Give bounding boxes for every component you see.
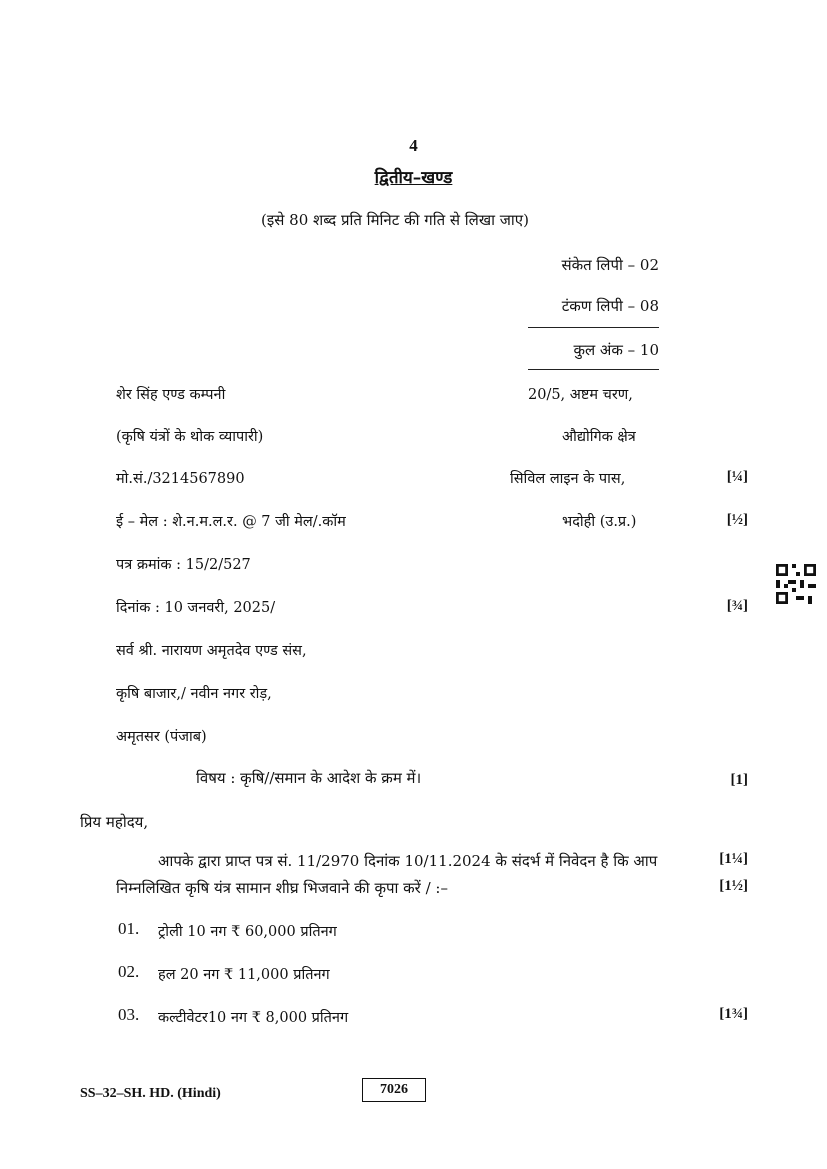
item-number: 02. xyxy=(118,962,140,981)
sender-mobile: मो.सं./3214567890 xyxy=(116,471,245,487)
item-number: 03. xyxy=(118,1005,140,1024)
recipient-line-3: अमृतसर (पंजाब) xyxy=(116,729,207,745)
page-number: 4 xyxy=(409,136,418,155)
section-title xyxy=(0,165,827,188)
marks-typing: टंकण लिपी – 08 xyxy=(561,297,659,315)
address-line-4: भदोही (उ.प्र.) xyxy=(562,514,637,530)
subject-line: विषय : कृषि//समान के आदेश के क्रम में। xyxy=(196,769,422,787)
serial-number-box: 7026 xyxy=(362,1078,426,1102)
item-number: 01. xyxy=(118,919,140,938)
recipient-line-1: सर्व श्री. नारायण अमृतदेव एण्ड संस, xyxy=(116,643,307,659)
marks-shorthand: संकेत लिपी – 02 xyxy=(561,256,659,274)
address-line-2: औद्योगिक क्षेत्र xyxy=(562,429,636,445)
margin-mark-7: [1¾] xyxy=(719,1006,748,1022)
body-line-2: निम्नलिखित कृषि यंत्र सामान शीघ्र भिजवाने की कृपा करें / :– xyxy=(116,879,448,897)
margin-mark-5: [1¼] xyxy=(719,851,748,867)
margin-mark-3: [¾] xyxy=(726,598,748,614)
body-line-1: आपके द्वारा प्राप्त पत्र सं. 11/2970 दिनांक 10/11.2024 के संदर्भ में निवेदन है कि आप xyxy=(158,852,658,870)
divider-top xyxy=(528,327,659,328)
sender-name: शेर सिंह एण्ड कम्पनी xyxy=(116,387,226,403)
salutation: प्रिय महोदय, xyxy=(80,813,149,831)
recipient-line-2: कृषि बाजार,/ नवीन नगर रोड़, xyxy=(116,686,272,702)
letter-number: पत्र क्रमांक : 15/2/527 xyxy=(116,557,251,573)
qr-code-icon xyxy=(776,564,816,604)
item-text: कल्टीवेटर10 नग ₹ 8,000 प्रतिनग xyxy=(158,1010,349,1026)
section-title-text: द्वितीय–खण्ड xyxy=(374,168,453,188)
margin-mark-1: [¼] xyxy=(726,469,748,485)
letter-date: दिनांक : 10 जनवरी, 2025/ xyxy=(116,600,276,616)
item-text: हल 20 नग ₹ 11,000 प्रतिनग xyxy=(158,967,330,983)
margin-mark-2: [½] xyxy=(726,512,748,528)
paper-code: SS–32–SH. HD. (Hindi) xyxy=(80,1086,221,1101)
margin-mark-6: [1½] xyxy=(719,878,748,894)
item-text: ट्रोली 10 नग ₹ 60,000 प्रतिनग xyxy=(158,924,337,940)
margin-mark-4: [1] xyxy=(730,772,748,788)
address-line-3: सिविल लाइन के पास, xyxy=(510,471,626,487)
speed-instruction: (इसे 80 शब्द प्रति मिनिट की गति से लिखा जाए) xyxy=(261,211,529,229)
sender-email: ई – मेल : शे.न.म.ल.र. @ 7 जी मेल/.कॉम xyxy=(116,514,346,530)
address-line-1: 20/5, अष्टम चरण, xyxy=(528,387,633,403)
sender-business: (कृषि यंत्रों के थोक व्यापारी) xyxy=(116,429,264,445)
marks-total: कुल अंक – 10 xyxy=(573,341,659,359)
divider-bottom xyxy=(528,369,659,370)
